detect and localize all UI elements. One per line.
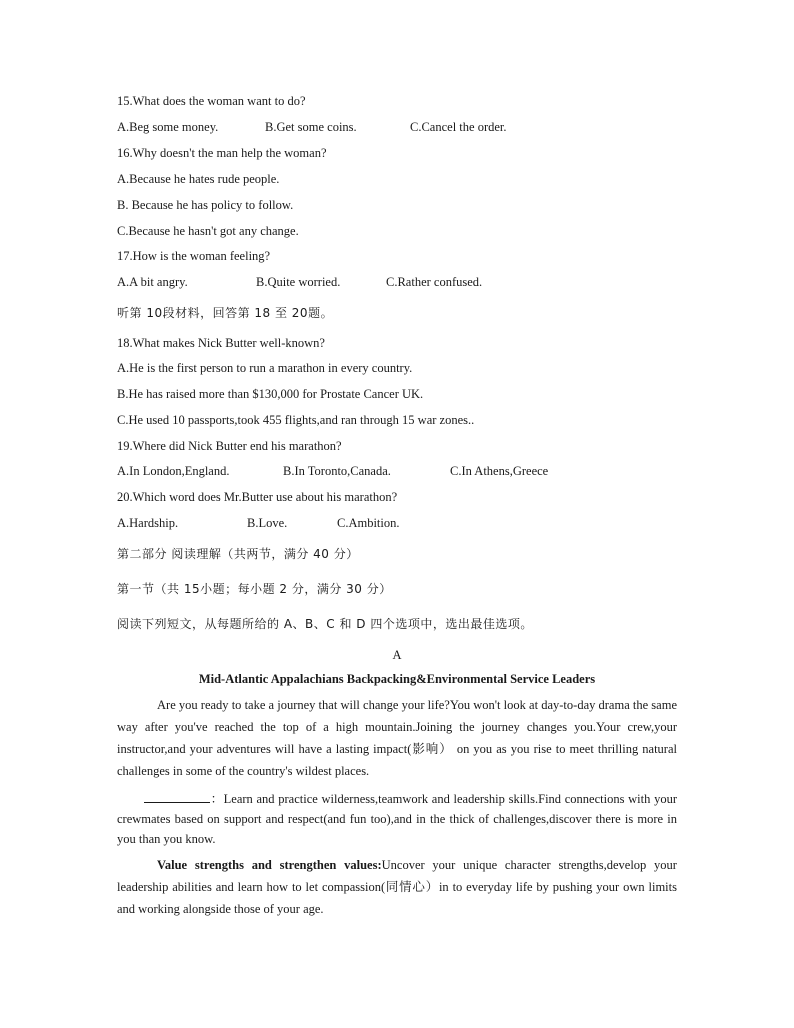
section-10-heading: 听第 10段材料，回答第 18 至 20题。 [117,306,334,320]
passage-title: Mid-Atlantic Appalachians Backpacking&Environmental Service Leaders [198,672,596,686]
reading-instructions: 阅读下列短文，从每题所给的 A、B、C 和 D 四个选项中，选出最佳选项。 [117,617,533,631]
question-20: 20.Which word does Mr.Butter use about his marathon? [117,490,398,504]
option-c: C.Cancel the order. [410,120,507,134]
question-18: 18.What makes Nick Butter well-known? [117,336,325,350]
option-c: C.Ambition. [337,516,400,530]
option-c: C.In Athens,Greece [450,464,549,478]
question-18-option-a: A.He is the first person to run a marathon in every country. [117,361,413,375]
part-2-heading: 第二部分 阅读理解（共两节，满分 40 分） [117,547,359,561]
question-15-options [117,119,507,135]
question-19-options [117,463,548,479]
question-16-option-c: C.Because he hasn't got any change. [117,224,299,238]
question-20-options [117,515,400,531]
question-15: 15.What does the woman want to do? [117,94,306,108]
question-16-option-a: A.Because he hates rude people. [117,172,280,186]
paragraph-2-text: Learn and practice wilderness,teamwork and leadership skills.Find connections with your crewmates based on support and respect(and fun too),and in the thick of challenges,discover there is more in you than you know. [117,792,677,846]
option-b: B.In Toronto,Canada. [283,464,391,478]
passage-paragraph-1 [117,694,677,782]
question-19: 19.Where did Nick Butter end his marathon? [117,439,342,453]
paragraph-3-lead: Value strengths and strengthen values: [157,858,382,872]
question-16-option-b: B. Because he has policy to follow. [117,198,294,212]
question-18-option-c: C.He used 10 passports,took 455 flights,and ran through 15 war zones.. [117,413,475,427]
section-1-heading: 第一节（共 15小题；每小题 2 分，满分 30 分） [117,582,392,596]
option-b: B.Love. [247,516,288,530]
option-a: A.In London,England. [117,464,230,478]
paragraph-3-text: Uncover your unique character strengths,develop your leadership abilities and learn how to let compassion(同情心）in to everyday life by pushing your own limits and working alongside those of your age. [117,858,677,916]
option-b: B.Quite worried. [256,275,341,289]
paragraph-1-text: Are you ready to take a journey that will change your life?You won't look at day-to-day drama the same way after you've reached the top of a high mountain.Joining the journey changes you.Your crew,your instructor,and your adventures will have a lasting impact(影响） on you as you rise to meet thrilling natural challenges in some of the country's wildest places. [117,698,677,778]
option-c: C.Rather confused. [386,275,483,289]
passage-paragraph-3 [117,854,677,920]
option-a: A.Hardship. [117,516,179,530]
passage-paragraph-2 [117,789,677,849]
question-17: 17.How is the woman feeling? [117,249,271,263]
passage-label: A [392,648,402,662]
option-b: B.Get some coins. [265,120,357,134]
option-a: A.Beg some money. [117,120,219,134]
option-a: A.A bit angry. [117,275,188,289]
answer-blank [144,790,210,803]
paragraph-2-colon: ： [210,792,224,806]
question-17-options [117,274,482,290]
question-18-option-b: B.He has raised more than $130,000 for Prostate Cancer UK. [117,387,424,401]
question-16: 16.Why doesn't the man help the woman? [117,146,327,160]
